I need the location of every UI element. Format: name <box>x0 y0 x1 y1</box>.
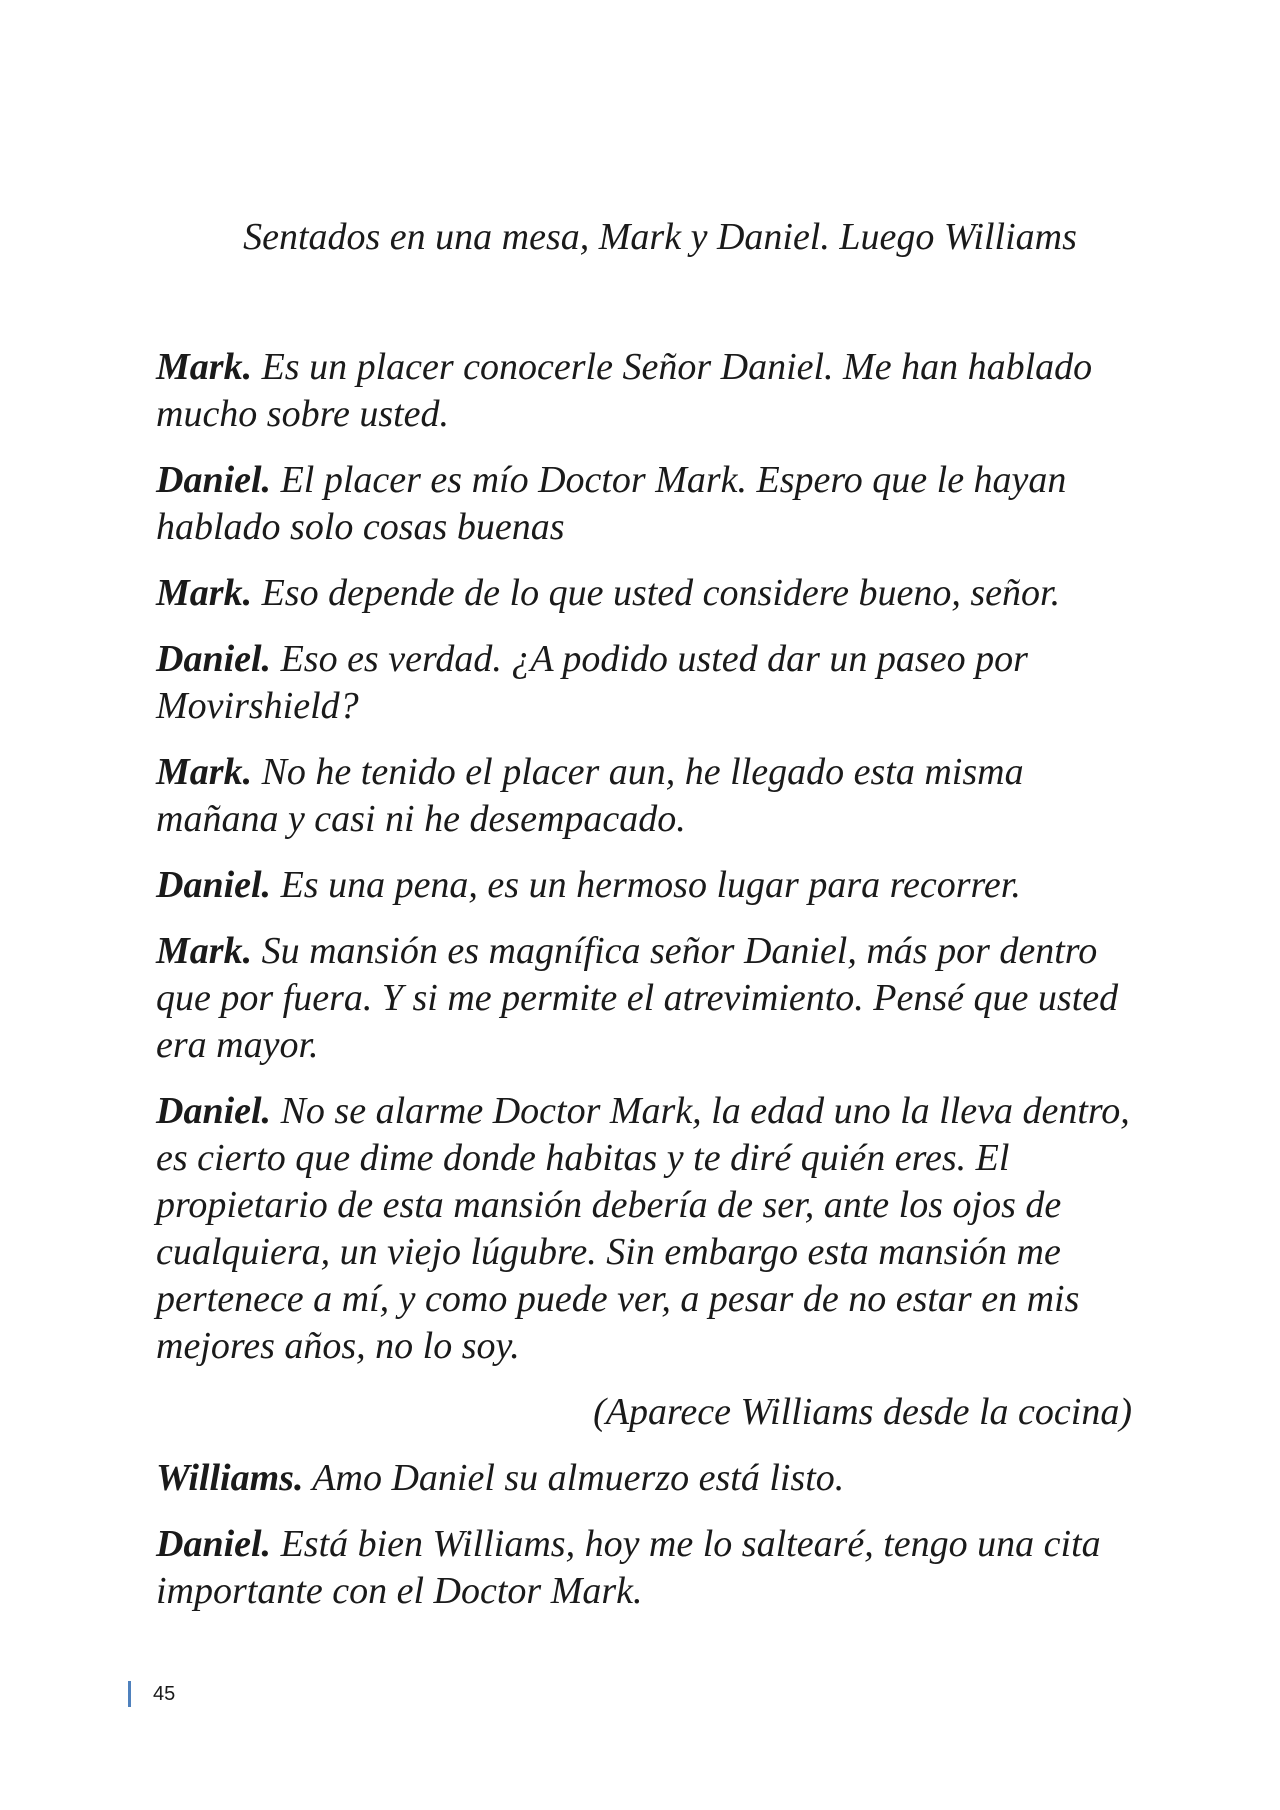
speaker-name: Mark. <box>156 346 253 388</box>
dialogue-text: Amo Daniel su almuerzo está listo. <box>312 1457 845 1499</box>
speaker-name: Daniel. <box>156 459 272 501</box>
dialogue-text: Eso depende de lo que usted considere bueno, señor. <box>261 572 1061 614</box>
dialogue-line <box>156 344 1132 438</box>
speaker-name: Daniel. <box>156 638 272 680</box>
footer-accent-bar <box>128 1681 131 1707</box>
page-number: 45 <box>153 1683 176 1705</box>
speaker-name: Mark. <box>156 751 253 793</box>
dialogue-text: Su mansión es magnífica señor Daniel, más por dentro que por fuera. Y si me permite el atrevimiento. Pensé que usted era mayor. <box>156 930 1119 1066</box>
dialogue-text: Eso es verdad. ¿A podido usted dar un paseo por Movirshield? <box>156 638 1028 727</box>
speaker-name: Mark. <box>156 930 253 972</box>
speaker-name: Mark. <box>156 572 253 614</box>
scene-heading: Sentados en una mesa, Mark y Daniel. Luego Williams <box>243 216 1077 258</box>
speaker-name: Daniel. <box>156 1523 272 1565</box>
dialogue-block <box>156 344 1132 1634</box>
dialogue-line <box>156 928 1132 1069</box>
stage-direction: (Aparece Williams desde la cocina) <box>593 1391 1132 1433</box>
dialogue-text: Es un placer conocerle Señor Daniel. Me han hablado mucho sobre usted. <box>156 346 1093 435</box>
dialogue-text: No he tenido el placer aun, he llegado esta misma mañana y casi ni he desempacado. <box>156 751 1024 840</box>
dialogue-line <box>156 749 1132 843</box>
dialogue-line <box>156 636 1132 730</box>
dialogue-line <box>156 862 1132 909</box>
speaker-name: Daniel. <box>156 864 272 906</box>
dialogue-text: Es una pena, es un hermoso lugar para recorrer. <box>280 864 1021 906</box>
dialogue-text: No se alarme Doctor Mark, la edad uno la lleva dentro, es cierto que dime donde habitas y te diré quién eres. El propietario de esta mansión debería de ser, ante los ojos de cualquiera, un viejo lúgubre. Sin embargo esta mansión me pertenece a mí, y como puede ver, a pesar de no estar en mis mejores años, no lo soy. <box>156 1090 1130 1367</box>
speaker-name: Williams. <box>156 1457 304 1499</box>
dialogue-text: El placer es mío Doctor Mark. Espero que le hayan hablado solo cosas buenas <box>156 459 1067 548</box>
dialogue-line <box>156 1521 1132 1615</box>
dialogue-line <box>156 1088 1132 1370</box>
dialogue-line <box>156 457 1132 551</box>
dialogue-text: Está bien Williams, hoy me lo saltearé, tengo una cita importante con el Doctor Mark. <box>156 1523 1101 1612</box>
dialogue-line <box>156 1455 1132 1502</box>
speaker-name: Daniel. <box>156 1090 272 1132</box>
dialogue-line <box>156 570 1132 617</box>
